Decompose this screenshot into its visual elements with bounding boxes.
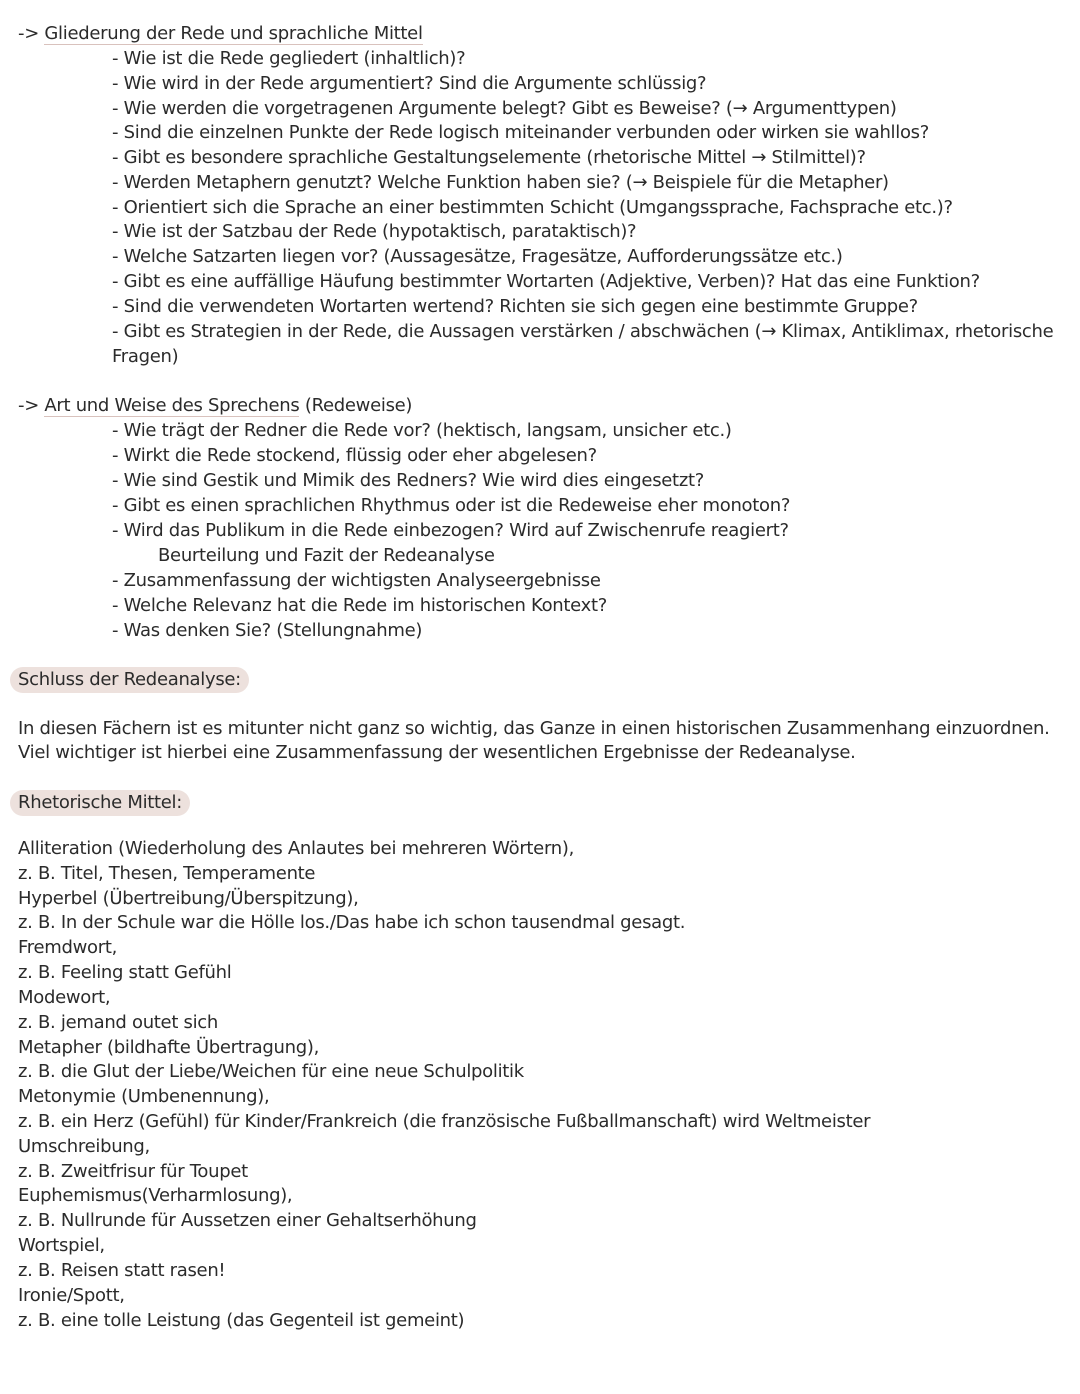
example-line: z. B. In der Schule war die Hölle los./Das habe ich schon tausendmal gesagt. [18,912,686,933]
term-line: Metonymie (Umbenennung), [18,1086,270,1107]
example-line: z. B. Titel, Thesen, Temperamente [18,863,316,884]
example-line: z. B. jemand outet sich [18,1012,218,1033]
subheading: Beurteilung und Fazit der Redeanalyse [158,545,495,566]
section2-title: Art und Weise des Sprechens [44,395,300,416]
rhetorik-heading: Rhetorische Mittel: [10,790,190,816]
example-line: z. B. ein Herz (Gefühl) für Kinder/Frankreich (die französische Fußballmanschaft) wird Weltmeister [18,1111,871,1132]
list-item: - Was denken Sie? (Stellungnahme) [112,620,423,641]
term-line: Alliteration (Wiederholung des Anlautes bei mehreren Wörtern), [18,838,574,859]
list-item: - Wirkt die Rede stockend, flüssig oder eher abgelesen? [112,445,597,466]
term-line: Wortspiel, [18,1235,105,1256]
list-item: - Wie sind Gestik und Mimik des Redners? Wie wird dies eingesetzt? [112,470,704,491]
term-line: Euphemismus(Verharmlosung), [18,1185,293,1206]
list-item: - Wie ist die Rede gegliedert (inhaltlich)? [112,48,466,69]
section2-heading [18,394,412,418]
list-item: - Welche Relevanz hat die Rede im historischen Kontext? [112,595,607,616]
list-item: - Sind die einzelnen Punkte der Rede logisch miteinander verbunden oder wirken sie wahllos? [112,122,929,143]
schluss-heading: Schluss der Redeanalyse: [10,667,249,693]
list-item: - Wie ist der Satzbau der Rede (hypotaktisch, parataktisch)? [112,221,637,242]
term-line: Ironie/Spott, [18,1285,125,1306]
section1-title: Gliederung der Rede und sprachliche Mittel [44,23,423,44]
arrow-marker: -> [18,23,39,44]
term-line: Umschreibung, [18,1136,150,1157]
example-line: z. B. Feeling statt Gefühl [18,962,232,983]
term-line: Fremdwort, [18,937,117,958]
list-item: - Gibt es besondere sprachliche Gestaltungselemente (rhetorische Mittel → Stilmittel)? [112,147,866,168]
list-item: - Gibt es einen sprachlichen Rhythmus oder ist die Redeweise eher monoton? [112,495,791,516]
example-line: z. B. Reisen statt rasen! [18,1260,226,1281]
paragraph-line: Viel wichtiger ist hierbei eine Zusammenfassung der wesentlichen Ergebnisse der Redeanalyse. [18,742,856,763]
list-item-continuation: Fragen) [112,346,179,367]
example-line: z. B. Zweitfrisur für Toupet [18,1161,248,1182]
example-line: z. B. Nullrunde für Aussetzen einer Gehaltserhöhung [18,1210,477,1231]
example-line: z. B. eine tolle Leistung (das Gegenteil ist gemeint) [18,1310,465,1331]
list-item: - Wird das Publikum in die Rede einbezogen? Wird auf Zwischenrufe reagiert? [112,520,789,541]
list-item: - Werden Metaphern genutzt? Welche Funktion haben sie? (→ Beispiele für die Metapher) [112,172,889,193]
list-item: - Zusammenfassung der wichtigsten Analyseergebnisse [112,570,601,591]
section2-title-suffix: (Redeweise) [304,395,413,416]
list-item: - Wie trägt der Redner die Rede vor? (hektisch, langsam, unsicher etc.) [112,420,732,441]
arrow-marker: -> [18,395,39,416]
section1-heading [18,22,423,46]
list-item: - Orientiert sich die Sprache an einer bestimmten Schicht (Umgangssprache, Fachsprache etc.)? [112,197,953,218]
list-item: - Sind die verwendeten Wortarten wertend? Richten sie sich gegen eine bestimmte Gruppe? [112,296,918,317]
term-line: Hyperbel (Übertreibung/Überspitzung), [18,888,359,909]
example-line: z. B. die Glut der Liebe/Weichen für eine neue Schulpolitik [18,1061,524,1082]
list-item: - Gibt es Strategien in der Rede, die Aussagen verstärken / abschwächen (→ Klimax, Antiklimax, rhetorische [112,321,1054,342]
list-item: - Wie werden die vorgetragenen Argumente belegt? Gibt es Beweise? (→ Argumenttypen) [112,98,897,119]
term-line: Metapher (bildhafte Übertragung), [18,1037,319,1058]
list-item: - Wie wird in der Rede argumentiert? Sind die Argumente schlüssig? [112,73,707,94]
paragraph-line: In diesen Fächern ist es mitunter nicht ganz so wichtig, das Ganze in einen historischen Zusammenhang einzuordnen. [18,718,1050,739]
list-item: - Gibt es eine auffällige Häufung bestimmter Wortarten (Adjektive, Verben)? Hat das eine Funktion? [112,271,980,292]
term-line: Modewort, [18,987,111,1008]
list-item: - Welche Satzarten liegen vor? (Aussagesätze, Fragesätze, Aufforderungssätze etc.) [112,246,843,267]
